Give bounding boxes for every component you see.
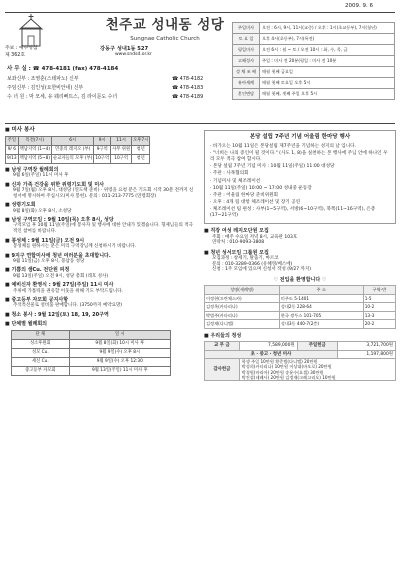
schedule-value: 매월 첫째, 셋째 주일 오후 5시 xyxy=(260,89,395,100)
finance-label: 교 무 금 xyxy=(205,342,240,351)
notice-item xyxy=(5,217,197,235)
page-subtitle: Sungnae Catholic Church xyxy=(130,36,200,42)
mass-cell: 10구역 xyxy=(94,154,111,163)
newcomer-header-cell: 구역-반 xyxy=(363,286,395,295)
mass-cell: 9/13 xyxy=(6,154,19,163)
anniversary-line: · 기념미사 및 체조레이션 xyxy=(210,178,261,184)
schedule-row xyxy=(233,23,395,34)
contact-row xyxy=(7,74,222,83)
notice-item xyxy=(5,167,197,179)
page-title: 천주교 성내동 성당 xyxy=(105,17,225,33)
notice-item xyxy=(5,182,197,200)
mass-cell: 10구역 xyxy=(111,154,132,163)
contact-phone: ☎ 478-4189 xyxy=(172,94,204,101)
mass-schedule-table xyxy=(232,22,395,100)
newcomer-cell: 김정옥(카타리나) xyxy=(205,303,280,312)
notice-body: 9월 6일(주일) 11시 미사 후 xyxy=(13,173,69,179)
notice-body: 주회 : 매주 수요일 저녁 8시, 교육관 103호 xyxy=(212,234,298,240)
newcomer-cell: 한국 쌍투스 101-705 xyxy=(279,311,363,320)
contact-row xyxy=(7,65,222,74)
notice-body: 연락처 : 010-9093-3808 xyxy=(212,240,265,246)
gratitude-label: 감사헌금 xyxy=(205,359,240,381)
table-row xyxy=(12,339,171,348)
notice-body: 추석특선물로 설비품 판매합니다. (3750까지 예약요망) xyxy=(13,303,123,309)
newcomer-cell: 1-5 xyxy=(363,294,395,303)
notice-body: 구역모임 후 10월 11일(주일)에 봉사자 및 행사에 대한 안내가 있겠습니다. 형제님들의 적극적인 참여를 바랍니다. xyxy=(13,223,193,234)
church-logo-icon xyxy=(10,14,52,50)
schedule-label: 토 요 일 xyxy=(233,34,260,45)
notice-title: ■ 청소 봉사 : 9월 12일(토) 18, 19, 20구역 xyxy=(5,312,109,318)
finance-label: 주일헌금 xyxy=(297,342,337,351)
notice-item xyxy=(5,238,197,250)
newcomer-header-cell: 주 소 xyxy=(279,286,363,295)
anniversary-line: · 체조레이션 팀 편성 : 사부(1~5구역), 서방(6~10구역), 북쪽(11~16구역), 은총(17~21구역) xyxy=(210,207,376,219)
notice-body: 9월 7일(월) 오후 8시, 대성당 (연도책 준비) · 위령을 요청 분은 기도회 시작 30분 전까지 신청서에 명시하여 주십시오(미사 봉헌). 문의 : 011-213-7775 (연령회장) xyxy=(13,188,194,199)
header-rule xyxy=(5,123,395,124)
schedule-row xyxy=(233,78,395,89)
notice-title: ■ 남성 구역모임 : 9월 10일(목) 오후 8시, 성당 xyxy=(5,217,114,224)
issue-number: 제 362호 xyxy=(5,53,25,58)
right-column xyxy=(204,130,396,381)
anniversary-line: · 오후 : 4개 팀 대항 체조레이션 및 장기 공연 xyxy=(210,200,301,206)
group-cell: 세신 Cu. xyxy=(12,357,70,366)
schedule-value: 오전 : 6시, 9시, 11시(교중) / 오후 : 1시(초교등부), 7시(청년) xyxy=(260,23,395,34)
notice-title: ■ 직장 여성 레지오단원 모집 xyxy=(204,228,269,235)
mass-cell: 9/ 6 xyxy=(6,145,19,154)
notice-title: ■ 성령기도회 xyxy=(5,202,36,209)
schedule-value: 매월 첫째 금요일 xyxy=(260,67,395,78)
finance-label: 초 · 중고 · 청년 미사 xyxy=(205,350,338,359)
mass-header-cell: 특전(7시) xyxy=(18,136,51,145)
finance-value: 7,589,000원 xyxy=(239,342,297,351)
schedule-label: 평일미사 xyxy=(233,45,260,56)
group-meeting-title: ■ 단체별 월례회의 xyxy=(5,321,48,328)
newcomer-table xyxy=(204,285,396,329)
mass-cell: 순교자들의 모후 (부) xyxy=(52,154,94,163)
anniversary-title: 본당 설립 7주년 기념 어울림 한마당 행사 xyxy=(249,134,351,140)
newcomer-cell: 이정현(프란체스카) xyxy=(205,294,280,303)
notice-body: 9월 11일(금) 오후 8시, 풍납동 성당 xyxy=(13,258,85,264)
group-header-cell: 단 체 xyxy=(12,330,70,339)
newcomer-cell: 미주도 5-1401 xyxy=(279,294,363,303)
contact-row xyxy=(7,93,222,102)
newcomer-cell: 성내3동 440-7(2층) xyxy=(279,320,363,329)
finance-value: 3,721,700원 xyxy=(337,342,395,351)
contact-phone: ☎ 478-4182 xyxy=(172,75,204,82)
group-cell: 성모 Cu. xyxy=(12,348,70,357)
notice-title: ■ 봉성체 : 9월 11일(금) 오전 9시 xyxy=(5,237,85,244)
table-row xyxy=(205,294,396,303)
mass-cell: 청년 xyxy=(132,145,150,154)
schedule-label: 고해성사 xyxy=(233,56,260,67)
contact-phone: ☎ 478-4183 xyxy=(172,85,204,92)
notice-item xyxy=(5,297,197,309)
gratitude-line: 박진섭(데레사) 20만원 김정재(크레고리오) 10만원 xyxy=(241,374,336,380)
table-row xyxy=(6,154,150,163)
contact-label: 보좌신부 : 조영훈(스테파노) 신부 xyxy=(7,75,79,82)
notice-body: 9월 8일(화) 오후 8시, 소성당 xyxy=(13,208,72,214)
table-row xyxy=(205,311,396,320)
newcomer-cell: 성내2동 228-64 xyxy=(279,303,363,312)
newcomer-cell: 김정재(다니엘) xyxy=(205,320,280,329)
notice-title: ■ 청년 성서모임 그룹원 모집 xyxy=(204,249,269,256)
mass-cell: 9구역 xyxy=(94,145,111,154)
mass-header-cell: 11시 xyxy=(111,136,132,145)
notice-title: ■ 기쁨의 샘Cu. 전단원 피정 xyxy=(5,267,70,274)
schedule-row xyxy=(233,67,395,78)
notice-title: ■ 중고등부 자모회 공지사항 xyxy=(5,297,69,304)
notice-item xyxy=(5,253,197,265)
notice-body: 모집과정 : 창세기, 탈출기, 마르코 xyxy=(212,256,279,262)
schedule-value: 오후 4시(초등부), 7시(특전) xyxy=(260,34,395,45)
anniversary-line: · 본당 설립 7주년 기념 미사 : 10월 11일(주일) 11:00 대성당 xyxy=(210,164,335,170)
newcomer-title: ♡ 전입을 환영합니다 ♡ xyxy=(273,277,327,284)
notice-title: ■ 예비신자 환영식 : 9월 27일(주일) 11시 미사 xyxy=(5,282,114,289)
group-cell: 9월 13일(주일) 11시 미사 후 xyxy=(69,366,170,375)
contact-list xyxy=(7,65,222,102)
group-cell: 성소후원회 xyxy=(12,339,70,348)
schedule-row xyxy=(233,45,395,56)
contact-label: 사 무 실 : ☎ 478-4181 (fax) 478-4184 xyxy=(7,66,119,73)
anniversary-line: · "너희는 나의 증인이 될 것이다." (사도 1, 8)을 실천하는 본 행사에 주님 안에 하나인 우리 모두 적극 참여 합시다. xyxy=(210,151,388,162)
group-cell: 9월 9일(수) 오후 8시 xyxy=(69,348,170,357)
gratitude-line: 박경원(마리아) 20만원 송윤수(요셉) 30만원 xyxy=(241,369,324,375)
table-row xyxy=(12,366,171,375)
notice-item xyxy=(204,228,396,246)
notice-title: ■ 남성 구역장 월례회의 xyxy=(5,166,59,173)
table-row xyxy=(205,303,396,312)
notice-item xyxy=(5,312,197,318)
church-address: 강동구 성내1동 527 xyxy=(100,46,149,52)
anniversary-line: · 10월 11일(주일) 10:00 ~ 17:00 성내중 운동장 xyxy=(210,185,312,191)
notice-item xyxy=(204,250,396,273)
schedule-label: 혼인면담 xyxy=(233,89,260,100)
notice-body: 9월 13일(주일) 오전 9시, 성당 총회 (레호 성사) xyxy=(13,273,109,279)
group-header-cell: 일 시 xyxy=(69,330,170,339)
schedule-row xyxy=(233,56,395,67)
contact-label: 주임신부 : 김인성(요한비안네) 신부 xyxy=(7,85,84,92)
notice-title: ■ 9지구 연합미사에 청년 여러분을 초대합니다. xyxy=(5,252,111,259)
bulletin-date: 2009. 9. 6 xyxy=(345,3,373,9)
schedule-label: 유아세례 xyxy=(233,78,260,89)
gratitude-line: 학생 주일 10만원 황준범(다니엘) 20만원 xyxy=(241,359,318,365)
schedule-value: 오전 6시 : 월 ~ 토 / 오전 10시 : 화, 수, 목, 금 xyxy=(260,45,395,56)
gratitude-list xyxy=(239,359,395,381)
mass-header-cell: 오후7시 xyxy=(132,136,150,145)
group-cell: 9월 8일(화) 10시 미사 후 xyxy=(69,339,170,348)
mass-header-cell: 주일 xyxy=(6,136,19,145)
left-column xyxy=(5,127,197,378)
notice-item xyxy=(5,202,197,214)
schedule-label: 성 체 조 배 xyxy=(233,67,260,78)
group-meeting-table xyxy=(11,330,171,376)
group-cell: 중고등부 자모회 xyxy=(12,366,70,375)
notice-title: ■ 신자 가족 건강을 위한 위령기도회 및 미사 xyxy=(5,181,105,188)
table-row xyxy=(12,348,171,357)
schedule-row xyxy=(233,34,395,45)
anniversary-line: · 주관 : 어울림 한마당 준비위원회 xyxy=(210,193,278,199)
notice-body: 문의 : 010-3289-0366 (유혜영/베스에) xyxy=(212,261,293,267)
anniversary-line: · 주관 : 사목협의회 xyxy=(210,171,249,177)
mass-cell: 사무 위원 xyxy=(111,145,132,154)
notice-item xyxy=(5,282,197,294)
gratitude-line: 박성희(카타리나) 10만원 이상대(바오로) 20만원 xyxy=(241,364,332,370)
finance-table xyxy=(204,341,396,381)
church-website[interactable]: www.sndsd.or.kr xyxy=(115,52,152,57)
mass-service-table xyxy=(5,136,150,164)
mass-cell: 맥남지역 (1~4) xyxy=(18,145,51,154)
schedule-label: 주일미사 xyxy=(233,23,260,34)
newcomer-cell: 20-2 xyxy=(363,320,395,329)
contact-label: 수 녀 원 : 막 모세, 유 웨리뻐뜨스, 김 라이문도 수녀 xyxy=(7,94,118,101)
top-rule xyxy=(5,12,395,13)
schedule-row xyxy=(233,89,395,100)
table-row xyxy=(12,357,171,366)
notice-body: 신청 : 1주 모임에 있으며 신청서 작성 (9/27 까지) xyxy=(212,267,311,273)
mass-header-cell: 9시 xyxy=(94,136,111,145)
finance-title: ■ 우리들의 정성 xyxy=(204,332,242,339)
schedule-value: 주일 : 미사 전 20분(평일 : 미사 전 10분 xyxy=(260,56,395,67)
contact-row xyxy=(7,84,222,93)
newcomer-header-cell: 성명(세례명) xyxy=(205,286,280,295)
schedule-value: 매월 첫째 토요일 오후 5시 xyxy=(260,78,395,89)
group-cell: 9월 9일(수) 오후 12:30 xyxy=(69,357,170,366)
newcomer-cell: 13-3 xyxy=(363,311,395,320)
mass-cell: 청년 xyxy=(132,154,150,163)
anniversary-line: · 바가오는 10월 11일은 본당설립 제7주년을 기념하는 성지의 날 입니다. xyxy=(210,143,357,149)
notice-item xyxy=(5,267,197,279)
anniversary-box xyxy=(204,130,396,224)
table-row xyxy=(205,320,396,329)
mass-cell: 맥남지역 (5~8) xyxy=(18,154,51,163)
mass-header-cell: 6시 xyxy=(52,136,94,145)
table-row xyxy=(6,145,150,154)
notice-body: 봉성체를 원하시는 분은 미리 구역장님께 신청하시기 바랍니다. xyxy=(13,243,137,249)
newcomer-cell: 10-2 xyxy=(363,303,395,312)
mass-cell: 민중의 레지오 (부) xyxy=(52,145,94,154)
bulletin-theme: 주보 : 예수성심 xyxy=(5,46,38,51)
notice-body: 주위에 가톨릭을 권유할 이웃을 위해 기도 부탁드립니다. xyxy=(13,288,123,294)
mass-service-title: ■ 미사 봉사 xyxy=(5,127,35,133)
newcomer-cell: 박범주(카타리나) xyxy=(205,311,280,320)
finance-value: 1,197,800원 xyxy=(337,350,395,359)
